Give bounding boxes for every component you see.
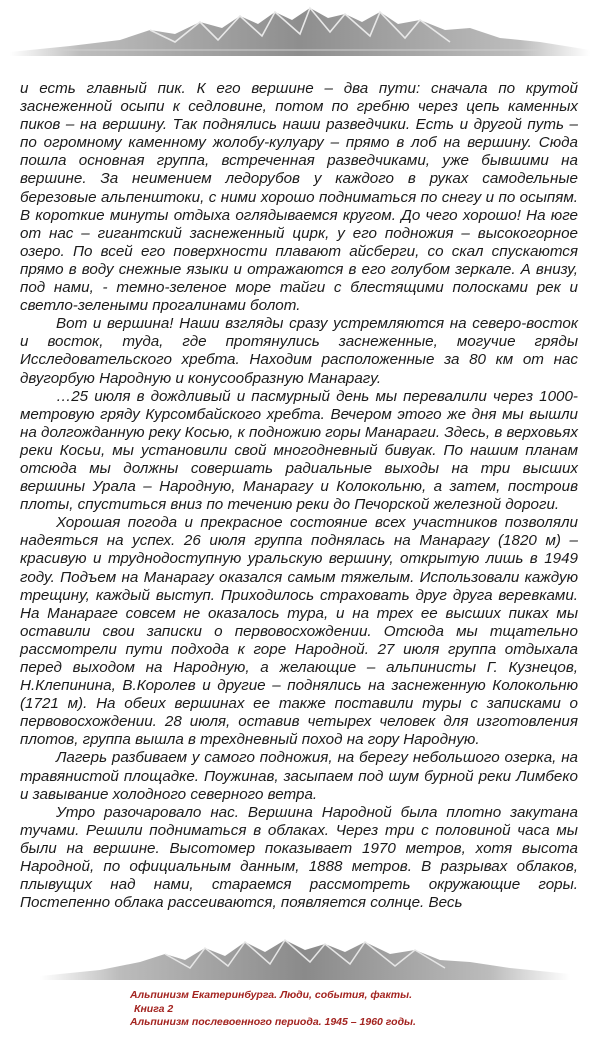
- book-footer: [130, 989, 560, 1030]
- footer-book-volume: Книга 2: [134, 1002, 174, 1015]
- paragraph: Лагерь разбиваем у самого подножия, на берегу небольшого озерка, на травянистой площадке. Поужинав, засыпаем под шум бурной реки Лимбеко и завывание холодного северного ветра.: [20, 749, 578, 803]
- paragraph: Вот и вершина! Наши взгляды сразу устремляются на северо-восток и восток, туда, где протянулись заснеженные, могучие гряды Исследовательского хребта. Находим расположенные за 80 км от нас двугорбую Народную и конусообразную Манарагу.: [20, 315, 578, 387]
- paragraph: …25 июля в дождливый и пасмурный день мы перевалили через 1000-метровую гряду Курсомбайского хребта. Вечером этого же дня мы вышли на долгожданную реку Косью, к подножию горы Манараги. Здесь, в верховьях реки Косьи, мы установили свой многодневный бивуак. По нашим планам отсюда мы должны совершать радиальные выходы на три высших вершины Урала – Народную, Манарагу и Колокольню, а затем, построив плоты, спуститься вниз по течению реки до Печорской железной дороги.: [20, 387, 578, 514]
- paragraph: Хорошая погода и прекрасное состояние всех участников позволяли надеяться на успех. 26 июля группа поднялась на Манарагу (1820 м) – красивую и труднодоступную уральскую вершину, открытую лишь в 1949 году. Подъем на Манарагу оказался самым тяжелым. Использовали каждую трещину, каждый выступ. Приходилось страховать друг друга веревками. На Манараге совсем не оказалось тура, и на трех ее высших пиках мы оставили свои записки о первовосхождении. Отсюда мы тщательно рассмотрели пути подхода к горе Народной. 27 июля группа отдыхала перед выходом на Народную, а желающие – альпинисты Г. Кузнецов, Н.Клепинина, В.Королев и другие – поднялись на заснеженную Колокольню (1721 м). На обеих вершинах ее также поставили туры с записками о первовосхождении. 28 июля, оставив четырех человек для изготовления плотов, группа вышла в трехдневный поход на гору Народную.: [20, 514, 578, 749]
- footer-book-subtitle: Альпинизм послевоенного периода. 1945 – 1960 годы.: [130, 1016, 416, 1028]
- paragraph: и есть главный пик. К его вершине – два пути: сначала по крутой заснеженной осыпи к седловине, потом по гребню через цепь каменных пиков – на вершину. Так поднялись наши разведчики. Есть и другой путь – по огромному каменному жолобу-кулуару – прямо в лоб на вершину. Сюда пошла основная группа, встреченная разведчиками, уже бывшими на вершине. За неимением ледорубов у каждого в руках самодельные березовые альпенштоки, с ними хорошо подниматься по снегу и по осыпям. В короткие минуты отдыха оглядываемся кругом. До чего хорошо! На юге от нас – гигантский заснеженный цирк, у его подножия – высокогорное озеро. По всей его поверхности плавают айсберги, со скал спускаются прямо в воду снежные языки и отражаются в его голубом зеркале. А внизу, под нами, - темно-зеленое море тайги с блестящими полосками рек и светло-зелеными прогалинами болот.: [20, 80, 578, 315]
- mountain-banner-top: [0, 0, 600, 62]
- article-body: [20, 80, 578, 912]
- paragraph: Утро разочаровало нас. Вершина Народной была плотно закутана тучами. Решили подниматься в облаках. Через три с половиной часа мы были на вершине. Высотомер показывает 1970 метров, хотя высота Народной, по официальным данным, 1888 метров. В разрывах облаков, плывущих над нами, стараемся рассмотреть окружающие горы. Постепенно облака рассеиваются, появляется солнце. Весь: [20, 803, 578, 912]
- footer-book-title: Альпинизм Екатеринбурга. Люди, события, факты.: [130, 989, 413, 1001]
- mountain-banner-bottom: [0, 932, 600, 984]
